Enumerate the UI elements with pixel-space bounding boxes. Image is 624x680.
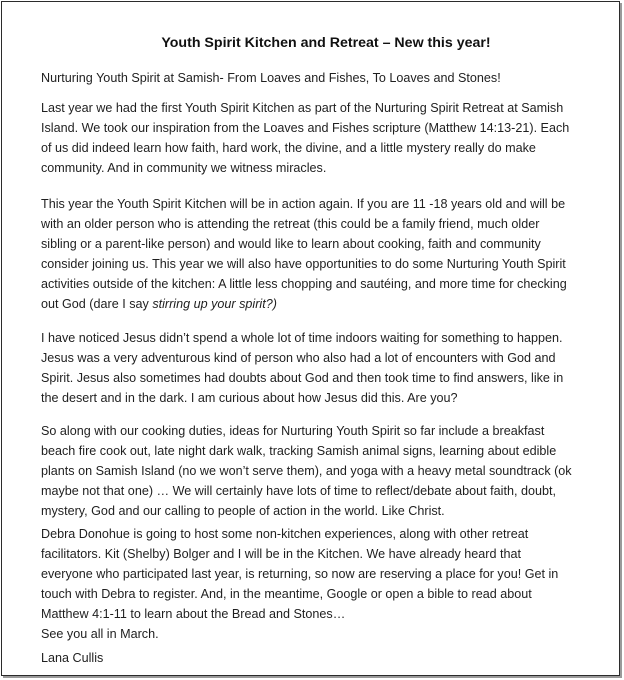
- paragraph-3: [41, 328, 563, 408]
- paragraph-line: Matthew 4:1-11 to learn about the Bread and Stones…: [41, 607, 346, 621]
- paragraph-line: So along with our cooking duties, ideas for Nurturing Youth Spirit so far include a breakfast: [41, 424, 545, 438]
- paragraph-line: consider joining us. This year we will also have opportunities to do some Nurturing Youth Spirit: [41, 257, 566, 271]
- paragraph-line: community. And in community we witness miracles.: [41, 161, 327, 175]
- paragraph-line: Debra Donohue is going to host some non-kitchen experiences, along with other retreat: [41, 527, 529, 541]
- paragraph-line: Spirit. Jesus also sometimes had doubts about God and then took time to find answers, like in: [41, 371, 564, 385]
- paragraph-line: activities outside of the kitchen: A little less chopping and sautéing, and more time for checking: [41, 277, 567, 291]
- page-title: Youth Spirit Kitchen and Retreat – New this year!: [161, 35, 491, 51]
- signature: Lana Cullis: [41, 651, 104, 665]
- paragraph-text: out God (dare I say: [41, 297, 153, 311]
- paragraph-line: facilitators. Kit (Shelby) Bolger and I will be in the Kitchen. We have already heard that: [41, 547, 521, 561]
- paragraph-line: This year the Youth Spirit Kitchen will be in action again. If you are 11 -18 years old and will be: [41, 197, 566, 211]
- paragraph-1: [41, 98, 569, 178]
- paragraph-line: mystery, God and our calling to people of action in the world. Like Christ.: [41, 504, 445, 518]
- document-page: [1, 1, 620, 676]
- paragraph-line: everyone who participated last year, is returning, so now are reserving a place for you! Get in: [41, 567, 559, 581]
- paragraph-line: of us did indeed learn how faith, hard work, the divine, and a little mystery really do make: [41, 141, 536, 155]
- paragraph-line: I have noticed Jesus didn’t spend a whole lot of time indoors waiting for something to happen.: [41, 331, 563, 345]
- paragraph-last-line: [41, 294, 567, 314]
- paragraph-line: sibling or a parent-like person) and would like to learn about cooking, faith and community: [41, 237, 541, 251]
- italic-phrase: stirring up your spirit?): [152, 297, 277, 311]
- subtitle: Nurturing Youth Spirit at Samish- From Loaves and Fishes, To Loaves and Stones!: [41, 71, 501, 85]
- paragraph-line: beach fire cook out, late night dark walk, tracking Samish animal signs, learning about edible: [41, 444, 557, 458]
- paragraph-line: the desert and in the dark. I am curious about how Jesus did this. Are you?: [41, 391, 458, 405]
- paragraph-line: with an older person who is attending the retreat (this could be a family friend, much older: [41, 217, 540, 231]
- paragraph-line: See you all in March.: [41, 627, 159, 641]
- paragraph-line: Island. We took our inspiration from the Loaves and Fishes scripture (Matthew 14:13-21). Each: [41, 121, 570, 135]
- paragraph-line: maybe not that one) … We will certainly have lots of time to reflect/debate about faith, doubt,: [41, 484, 556, 498]
- paragraph-2: [41, 194, 567, 314]
- paragraph-line: touch with Debra to register. And, in the meantime, Google or open a bible to read about: [41, 587, 532, 601]
- paragraph-4: [41, 421, 572, 521]
- paragraph-5: [41, 524, 558, 644]
- paragraph-line: plants on Samish Island (no we won’t serve them), and yoga with a heavy metal soundtrack (ok: [41, 464, 572, 478]
- paragraph-line: Last year we had the first Youth Spirit Kitchen as part of the Nurturing Spirit Retreat at Samish: [41, 101, 564, 115]
- paragraph-line: Jesus was a very adventurous kind of person who also had a lot of encounters with God and: [41, 351, 556, 365]
